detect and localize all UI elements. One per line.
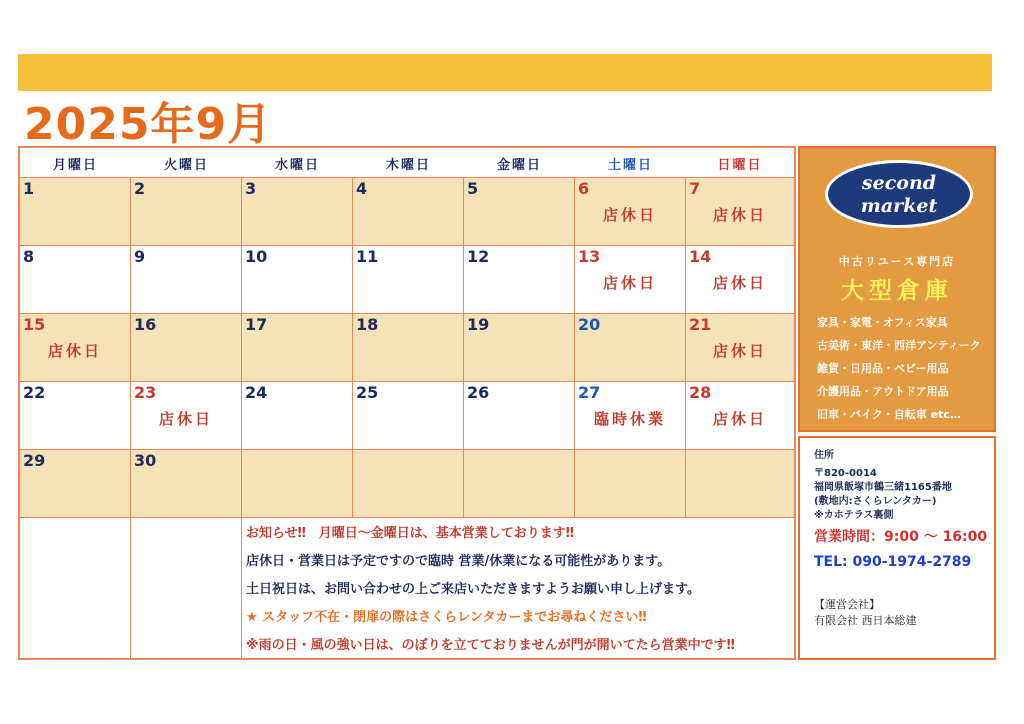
postal-code: 〒820-0014 xyxy=(814,468,877,479)
day-number: 25 xyxy=(356,383,379,402)
brand-item: 家具・家電・オフィス家具 xyxy=(817,316,948,329)
weekday-header: 金曜日 xyxy=(496,157,542,173)
empty-cell xyxy=(20,517,131,658)
calendar-day-cell xyxy=(575,449,686,517)
calendar-day-cell xyxy=(686,245,794,313)
calendar-day-cell xyxy=(575,245,686,313)
calendar-day-cell xyxy=(464,313,575,381)
closed-label: 店休日 xyxy=(712,274,767,292)
brand-subtitle: 中古リユース専門店 xyxy=(838,255,956,268)
calendar-day-cell xyxy=(20,245,131,313)
closed-label: 店休日 xyxy=(158,410,213,428)
day-number: 27 xyxy=(578,383,601,402)
closed-label: 店休日 xyxy=(712,410,767,428)
day-number: 1 xyxy=(23,179,35,198)
calendar-day-cell xyxy=(353,381,464,449)
calendar-day-cell xyxy=(686,381,794,449)
day-number: 14 xyxy=(689,247,712,266)
day-number: 17 xyxy=(245,315,268,334)
brand-item: 古美術・東洋・西洋アンティーク xyxy=(817,339,981,352)
notice-area xyxy=(242,517,794,658)
day-number: 12 xyxy=(467,247,490,266)
day-number: 23 xyxy=(134,383,157,402)
day-number: 6 xyxy=(578,179,590,198)
day-number: 20 xyxy=(578,315,601,334)
notice-line: ★ スタッフ不在・閉扉の際はさくらレンタカーまでお尋ねください‼ xyxy=(246,610,647,625)
calendar-day-cell xyxy=(686,313,794,381)
day-number: 30 xyxy=(134,451,157,470)
calendar-day-cell xyxy=(242,449,353,517)
logo-line-2: market xyxy=(860,195,938,217)
calendar-day-cell xyxy=(20,313,131,381)
closed-label: 店休日 xyxy=(712,342,767,360)
calendar-day-cell xyxy=(686,177,794,245)
empty-cell xyxy=(131,517,242,658)
calendar-day-cell xyxy=(20,177,131,245)
day-number: 15 xyxy=(23,315,46,334)
calendar-day-cell xyxy=(20,449,131,517)
calendar-day-cell xyxy=(575,177,686,245)
calendar-day-cell xyxy=(686,449,794,517)
brand-item: 雑貨・日用品・ベビー用品 xyxy=(817,362,949,375)
calendar-day-cell xyxy=(242,313,353,381)
weekday-header: 土曜日 xyxy=(607,157,653,173)
day-number: 2 xyxy=(134,179,146,198)
calendar-day-cell xyxy=(464,381,575,449)
calendar-day-cell xyxy=(575,313,686,381)
day-number: 26 xyxy=(467,383,490,402)
brand-item: 介護用品・アウトドア用品 xyxy=(817,385,949,398)
day-number: 24 xyxy=(245,383,268,402)
top-banner-bar xyxy=(18,54,992,91)
calendar-day-cell xyxy=(242,381,353,449)
logo-line-1: second xyxy=(861,172,937,194)
brand-panel xyxy=(798,146,996,432)
month-title: 2025年9月 xyxy=(24,99,273,150)
calendar-day-cell xyxy=(20,381,131,449)
weekday-header: 日曜日 xyxy=(717,157,763,173)
weekday-header: 火曜日 xyxy=(163,157,209,173)
day-number: 3 xyxy=(245,179,257,198)
address: 福岡県飯塚市鶴三緒1165番地 xyxy=(814,482,952,493)
business-hours: 営業時間：9:00 ～ 16:00 xyxy=(814,529,988,545)
day-number: 10 xyxy=(245,247,268,266)
day-number: 8 xyxy=(23,247,35,266)
day-number: 18 xyxy=(356,315,379,334)
notice-line: ※雨の日・風の強い日は、のぼりを立てておりませんが門が開いてたら営業中です‼ xyxy=(246,638,735,653)
calendar-day-cell xyxy=(575,381,686,449)
calendar-day-cell xyxy=(464,449,575,517)
brand-item: 旧車・バイク・自転車 etc… xyxy=(817,408,961,421)
address-note: ※カホテラス裏側 xyxy=(814,510,894,521)
store-info-panel xyxy=(798,436,996,660)
closed-label: 臨時休業 xyxy=(593,410,666,428)
calendar-day-cell xyxy=(353,177,464,245)
brand-headline: 大型倉庫 xyxy=(841,278,953,304)
calendar-day-cell xyxy=(131,313,242,381)
day-number: 22 xyxy=(23,383,46,402)
day-number: 9 xyxy=(134,247,146,266)
day-number: 13 xyxy=(578,247,601,266)
day-number: 21 xyxy=(689,315,712,334)
day-number: 29 xyxy=(23,451,46,470)
calendar-grid xyxy=(18,146,796,660)
calendar-day-cell xyxy=(464,245,575,313)
calendar-day-cell xyxy=(242,177,353,245)
day-number: 28 xyxy=(689,383,712,402)
notice-line: 土日祝日は、お問い合わせの上ご来店いただきますようお願い申し上げます。 xyxy=(246,582,700,597)
day-number: 16 xyxy=(134,315,157,334)
closed-label: 店休日 xyxy=(712,206,767,224)
calendar-day-cell xyxy=(131,177,242,245)
calendar-day-cell xyxy=(464,177,575,245)
calendar-day-cell xyxy=(131,449,242,517)
weekday-header: 月曜日 xyxy=(52,157,98,173)
day-number: 7 xyxy=(689,179,701,198)
closed-label: 店休日 xyxy=(47,342,102,360)
company-label: 【運営会社】 xyxy=(814,598,880,611)
phone-number[interactable]: TEL: 090-1974-2789 xyxy=(814,554,972,570)
notice-line: お知らせ‼ 月曜日～金曜日は、基本営業しております‼ xyxy=(246,526,574,541)
calendar-day-cell xyxy=(131,245,242,313)
calendar-day-cell xyxy=(353,245,464,313)
calendar-day-cell xyxy=(131,381,242,449)
day-number: 5 xyxy=(467,179,479,198)
day-number: 19 xyxy=(467,315,490,334)
address-note: (敷地内:さくらレンタカー) xyxy=(814,496,937,507)
closed-label: 店休日 xyxy=(602,274,657,292)
day-number: 11 xyxy=(356,247,379,266)
weekday-header: 木曜日 xyxy=(385,157,431,173)
day-number: 4 xyxy=(356,179,368,198)
notice-line: 店休日・営業日は予定ですので臨時 営業/休業になる可能性があります。 xyxy=(246,554,671,569)
calendar-day-cell xyxy=(353,313,464,381)
closed-label: 店休日 xyxy=(602,206,657,224)
address-label: 住所 xyxy=(814,450,834,461)
company-name: 有限会社 西日本総建 xyxy=(814,614,917,627)
calendar-day-cell xyxy=(353,449,464,517)
second-market-logo xyxy=(825,160,973,228)
calendar-day-cell xyxy=(242,245,353,313)
weekday-header: 水曜日 xyxy=(274,157,320,173)
